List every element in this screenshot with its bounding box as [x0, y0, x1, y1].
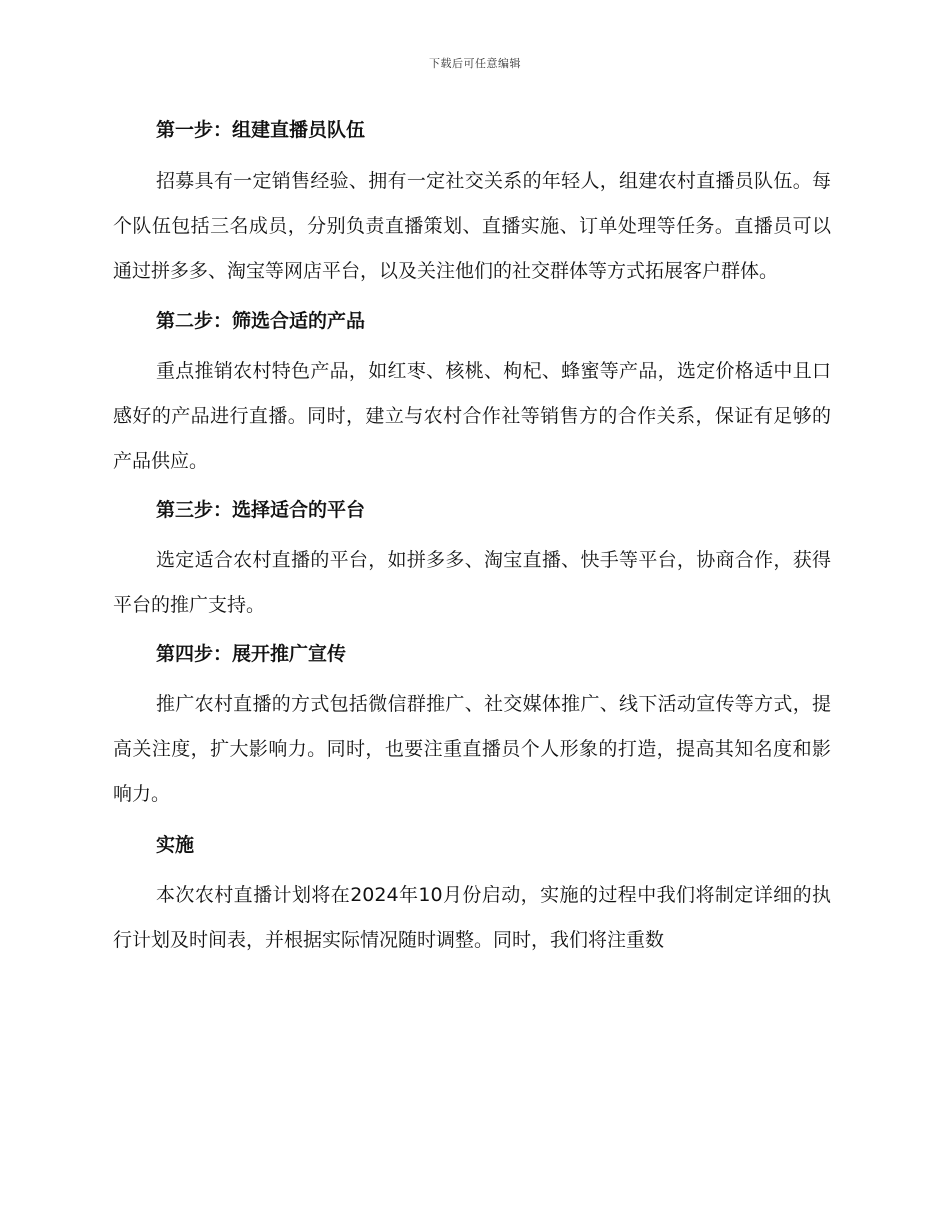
section-heading-implementation: 实施 — [156, 834, 195, 856]
page-header-note: 下载后可任意编辑 — [429, 57, 521, 70]
section-paragraph-step-4: 推广农村直播的方式包括微信群推广、社交媒体推广、线下活动宣传等方式，提高关注度，扩大影响力。同时，也要注重直播员个人形象的打造，提高其知名度和影响力。 — [113, 693, 831, 805]
section-paragraph-step-1: 招募具有一定销售经验、拥有一定社交关系的年轻人，组建农村直播员队伍。每个队伍包括三名成员，分别负责直播策划、直播实施、订单处理等任务。直播员可以通过拼多多、淘宝等网店平台，以及关注他们的社交群体等方式拓展客户群体。 — [113, 170, 831, 282]
section-heading-step-4: 第四步：展开推广宣传 — [156, 643, 347, 665]
section-heading-step-1: 第一步：组建直播员队伍 — [156, 119, 366, 141]
section-paragraph-implementation: 本次农村直播计划将在2024年10月份启动，实施的过程中我们将制定详细的执行计划及时间表，并根据实际情况随时调整。同时，我们将注重数 — [113, 884, 831, 951]
section-paragraph-step-3: 选定适合农村直播的平台，如拼多多、淘宝直播、快手等平台，协商合作，获得平台的推广支持。 — [113, 549, 831, 616]
section-heading-step-3: 第三步：选择适合的平台 — [156, 499, 366, 521]
document-body — [113, 108, 831, 963]
section-paragraph-step-2: 重点推销农村特色产品，如红枣、核桃、枸杞、蜂蜜等产品，选定价格适中且口感好的产品进行直播。同时，建立与农村合作社等销售方的合作关系，保证有足够的产品供应。 — [113, 360, 831, 472]
section-heading-step-2: 第二步：筛选合适的产品 — [156, 310, 366, 332]
